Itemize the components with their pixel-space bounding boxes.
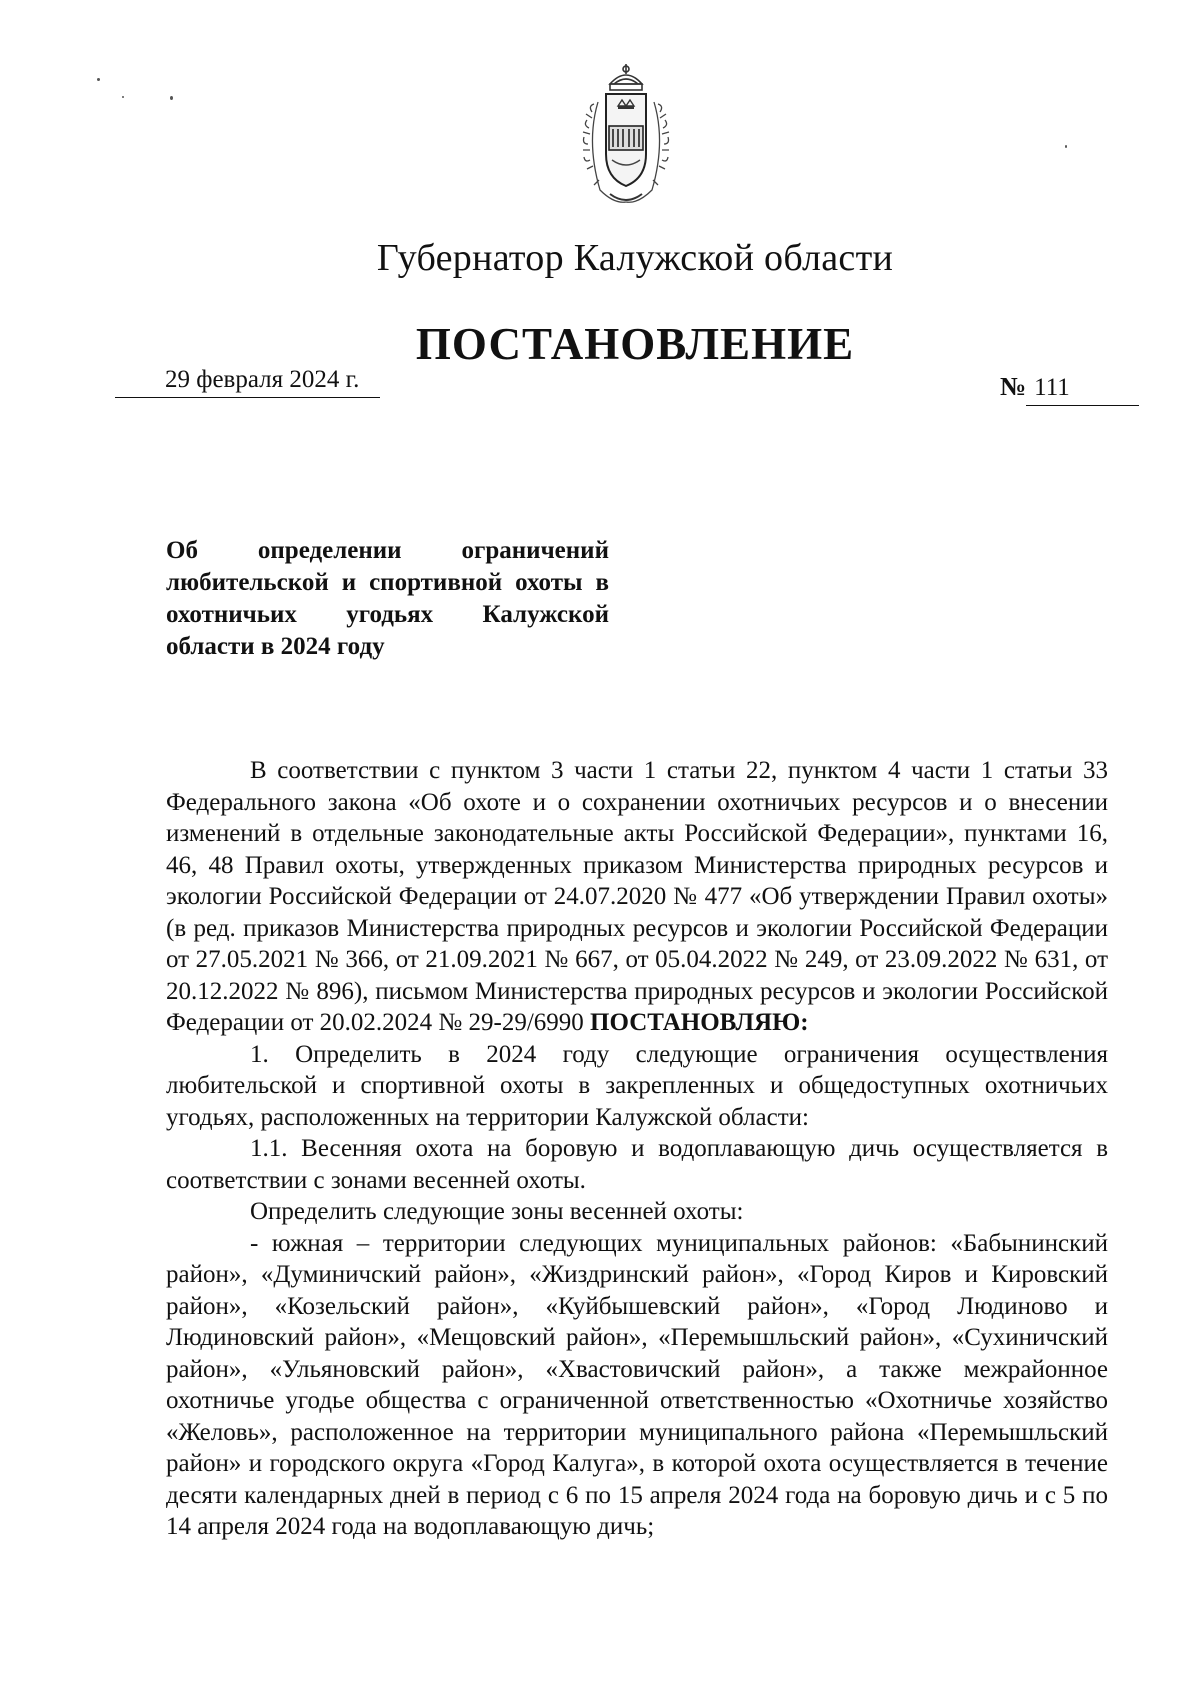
clause-1-1-paragraph: 1.1. Весенняя охота на боровую и водоплавающую дичь осуществляется в соответствии с зонами весенней охоты.: [166, 1135, 1108, 1194]
document-number: [1000, 370, 1139, 406]
coat-of-arms-emblem: [580, 62, 672, 212]
document-body: [166, 755, 1108, 1543]
document-type-title: ПОСТАНОВЛЕНИЕ: [415, 319, 855, 369]
issuing-authority: Губернатор Калужской области: [376, 237, 894, 279]
preamble-text: В соответствии с пунктом 3 части 1 статьи 22, пунктом 4 части 1 статьи 33 Федерального закона «Об охоте и о сохранении охотничьих ресурсов и о внесении изменений в отдельные законодательные акты Российской Федерации», пунктами 16, 46, 48 Правил охоты, утвержденных приказом Министерства природных ресурсов и экологии Российской Федерации от 24.07.2020 № 477 «Об утверждении Правил охоты» (в ред. приказов Министерства природных ресурсов и экологии Российской Федерации от 27.05.2021 № 366, от 21.09.2021 № 667, от 05.04.2022 № 249, от 23.09.2022 № 631, от 20.12.2022 № 896), письмом Министерства природных ресурсов и экологии Российской Федерации от 20.02.2024 № 29-29/6990: [166, 757, 1108, 1036]
zones-intro-paragraph: Определить следующие зоны весенней охоты:: [250, 1198, 744, 1225]
scan-speck: [122, 96, 124, 98]
number-value: 111: [1026, 371, 1139, 406]
scan-speck: [97, 78, 100, 81]
number-sign: №: [1000, 372, 1027, 401]
decree-keyword: ПОСТАНОВЛЯЮ:: [590, 1009, 809, 1036]
scan-speck: [1065, 145, 1067, 148]
scan-speck: [170, 96, 173, 100]
document-date: 29 февраля 2024 г.: [115, 363, 380, 398]
southern-zone-paragraph: - южная – территории следующих муниципальных районов: «Бабынинский район», «Думиничский район», «Жиздринский район», «Город Киров и Кировский район», «Козельский район», «Куйбышевский район», «Город Людиново и Людиновский район», «Мещовский район», «Перемышльский район», «Сухиничский район», «Ульяновский район», «Хвастовичский район», а также межрайонное охотничье угодье общества с ограниченной ответственностью «Охотничье хозяйство «Желовь», расположенное на территории муниципального района «Перемышльский район» и городского округа «Город Калуга», в которой охота осуществляется в течение десяти календарных дней в период с 6 по 15 апреля 2024 года на боровую дичь и с 5 по 14 апреля 2024 года на водоплавающую дичь;: [166, 1229, 1108, 1540]
preamble-paragraph: [166, 755, 1108, 1039]
document-subject: Об определении ограничений любительской и спортивной охоты в охотничьих угодьях Калужской области в 2024 году: [166, 537, 609, 660]
clause-1-paragraph: 1. Определить в 2024 году следующие ограничения осуществления любительской и спортивной охоты в закрепленных и общедоступных охотничьих угодьях, расположенных на территории Калужской области:: [166, 1040, 1108, 1131]
